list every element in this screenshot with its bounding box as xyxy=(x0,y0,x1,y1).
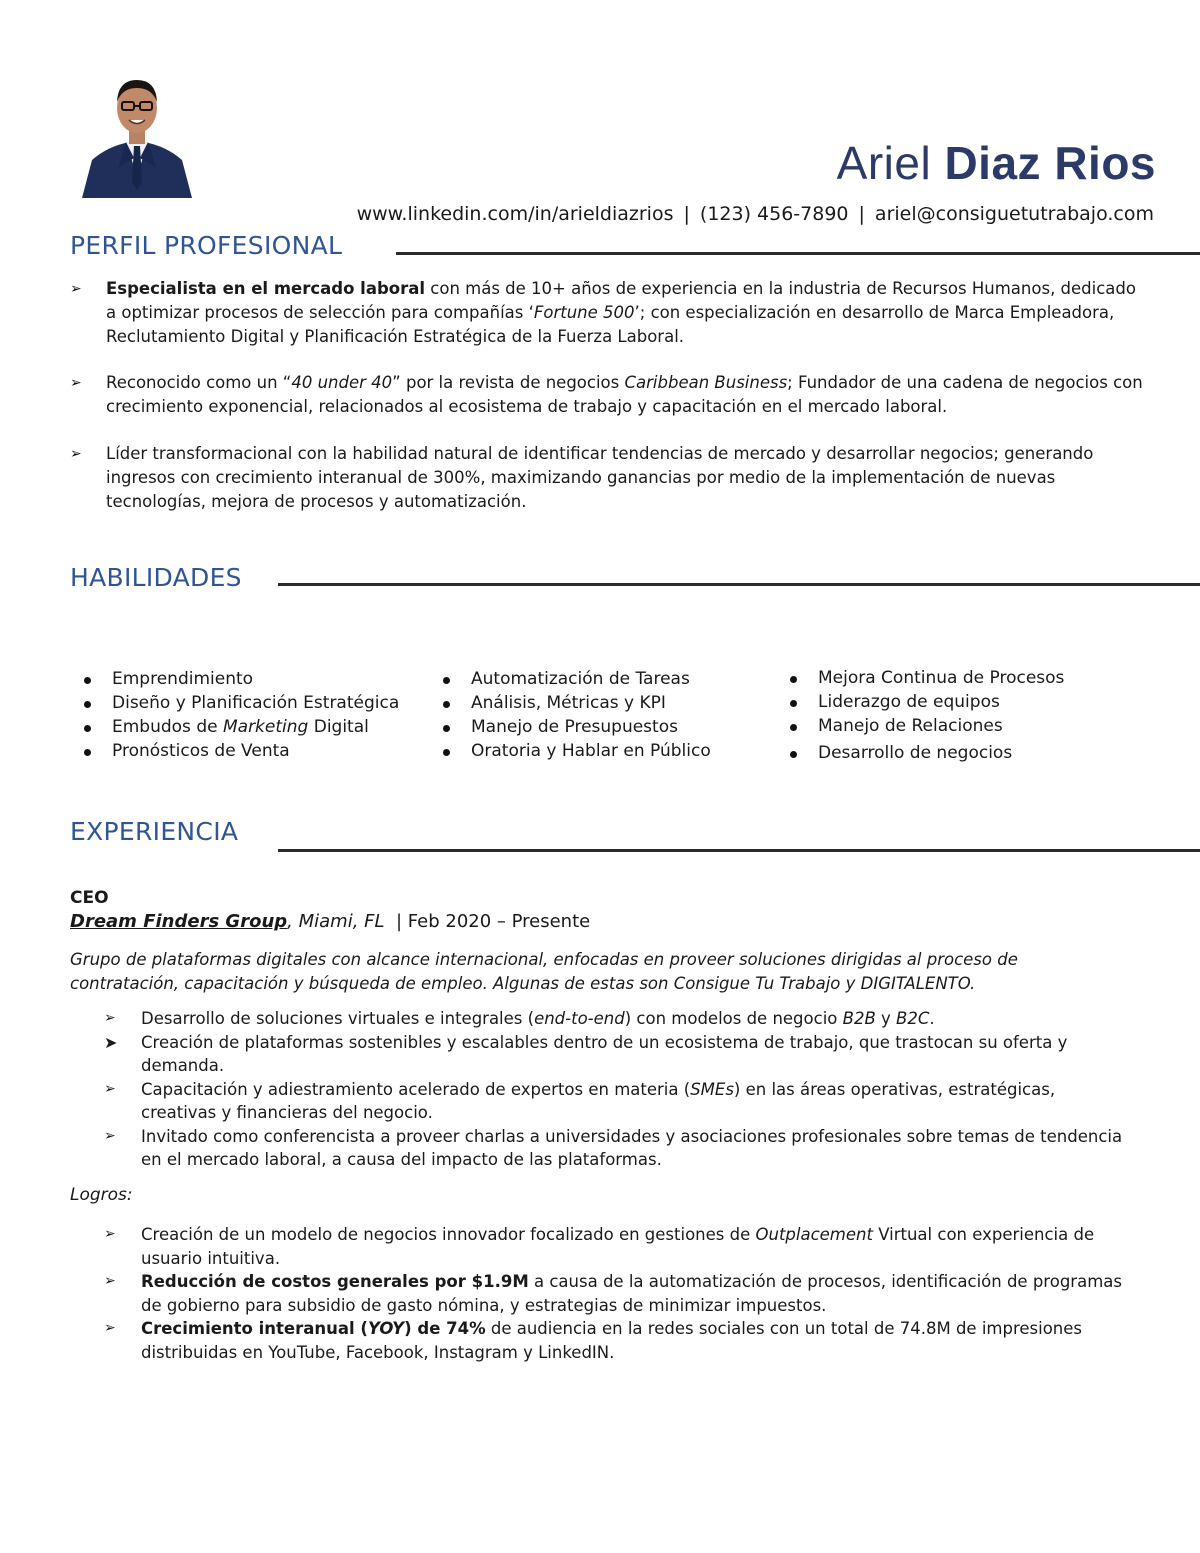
skill-label: Pronósticos de Venta xyxy=(112,741,290,761)
company-description: Grupo de plataformas digitales con alcance internacional, enfocadas en proveer soluciones dirigidas al proceso de contratación, capacitación y búsqueda de empleo. Algunas de estas son Consigue Tu Trabajo y DIGITALENTO. xyxy=(70,950,1018,993)
skill-item xyxy=(437,739,711,763)
skill-label: Manejo de Presupuestos xyxy=(471,717,678,737)
skill-item xyxy=(437,691,711,715)
candidate-name xyxy=(837,136,1156,190)
perfil-text: ’; con especialización en desarrollo de Marca Empleadora, Reclutamiento Digital y Planificación Estratégica de la Fuerza Laboral. xyxy=(106,303,1115,346)
skill-item xyxy=(437,715,711,739)
item-text: ) con modelos de negocio xyxy=(624,1009,843,1028)
item-text: Creación de plataformas sostenibles y escalables dentro de un ecosistema de trabajo, que trastocan su oferta y demanda. xyxy=(141,1032,1068,1075)
arrow-bullet-icon: ➢ xyxy=(104,1273,116,1289)
perfil-paragraph-1 xyxy=(70,277,1150,349)
skill-label: Manejo de Relaciones xyxy=(818,716,1003,736)
item-highlight: Reducción de costos generales por $1.9M xyxy=(141,1272,529,1291)
dot-bullet-icon xyxy=(84,725,91,732)
skills-column-2 xyxy=(437,667,711,763)
item-highlight: ) de 74% xyxy=(404,1319,486,1338)
arrow-bullet-icon: ➢ xyxy=(70,281,82,297)
perfil-highlight: Especialista en el mercado laboral xyxy=(106,279,426,298)
skill-item xyxy=(784,690,1064,714)
skill-item xyxy=(78,691,399,715)
item-text: Capacitación y adiestramiento acelerado de expertos en materia ( xyxy=(141,1079,691,1099)
skill-label: Mejora Continua de Procesos xyxy=(818,668,1065,688)
dot-bullet-icon xyxy=(84,701,91,708)
dot-bullet-icon xyxy=(84,749,91,756)
section-divider xyxy=(278,583,1200,586)
contact-separator: | xyxy=(858,203,865,225)
perfil-text: Líder transformacional con la habilidad natural de identificar tendencias de mercado y desarrollar negocios; generando ingresos con crecimiento interanual de 300%, maximizando ganancias por medio de la implementación de nuevas tecnologías, mejora de procesos y automatización. xyxy=(106,444,1094,511)
item-text: ) en las áreas operativas, estratégicas, creativas y financieras del negocio. xyxy=(141,1079,1056,1122)
skill-label: Liderazgo de equipos xyxy=(818,692,1000,712)
item-highlight: Crecimiento interanual ( xyxy=(141,1319,368,1338)
list-item xyxy=(104,1078,1134,1125)
list-item xyxy=(104,1007,1134,1031)
skill-item xyxy=(78,667,399,691)
item-text: Desarrollo de soluciones virtuales e integrales ( xyxy=(141,1009,535,1028)
dot-bullet-icon xyxy=(790,700,797,707)
skill-item xyxy=(784,666,1064,690)
dot-bullet-icon xyxy=(443,701,450,708)
list-item xyxy=(104,1223,1134,1270)
list-item xyxy=(104,1317,1134,1364)
skill-label: Embudos de xyxy=(112,717,223,737)
contact-separator: | xyxy=(683,203,690,225)
item-italic: Outplacement xyxy=(755,1225,873,1244)
company-location: , Miami, FL xyxy=(287,911,385,932)
dot-bullet-icon xyxy=(790,676,797,683)
item-text: y xyxy=(875,1009,897,1028)
perfil-paragraph-2 xyxy=(70,371,1150,419)
item-text: . xyxy=(929,1009,935,1028)
arrow-bullet-icon: ➢ xyxy=(70,375,82,391)
last-name: Diaz Rios xyxy=(944,137,1156,189)
dot-bullet-icon xyxy=(790,751,797,758)
item-text: de audiencia en la redes sociales con un total de 74.8M de impresiones distribuidas en YouTube, Facebook, Instagram y LinkedIN. xyxy=(141,1319,1083,1362)
arrow-bullet-icon: ➢ xyxy=(104,1320,116,1336)
skill-label: Oratoria y Hablar en Público xyxy=(471,741,711,761)
item-italic: SMEs xyxy=(690,1079,734,1099)
arrow-bullet-icon: ➢ xyxy=(104,1080,116,1097)
perfil-text: ” por la revista de negocios xyxy=(392,373,625,392)
arrow-bullet-icon: ➢ xyxy=(104,1127,116,1144)
dot-bullet-icon xyxy=(443,725,450,732)
list-item xyxy=(104,1031,1134,1078)
arrow-bullet-icon: ➢ xyxy=(70,446,82,462)
job-role: CEO xyxy=(70,888,109,908)
dot-bullet-icon xyxy=(443,749,450,756)
item-text: Virtual con experiencia de usuario intuitiva. xyxy=(141,1225,1095,1268)
section-title-experiencia: EXPERIENCIA xyxy=(70,817,239,846)
profile-photo xyxy=(78,72,196,198)
section-title-habilidades: HABILIDADES xyxy=(70,563,242,592)
skills-column-3 xyxy=(784,666,1064,765)
perfil-text: con más de 10+ años de experiencia en la industria de Recursos Humanos, dedicado a optimizar procesos de selección para compañías ‘ xyxy=(106,279,1136,322)
linkedin-link[interactable]: www.linkedin.com/in/arieldiazrios xyxy=(356,203,674,225)
company-line xyxy=(70,911,590,932)
section-title-perfil: PERFIL PROFESIONAL xyxy=(70,231,343,260)
arrow-bullet-icon: ➢ xyxy=(104,1226,116,1242)
list-item xyxy=(104,1125,1134,1172)
item-text: Creación de un modelo de negocios innovador focalizado en gestiones de xyxy=(141,1225,756,1244)
item-text: a causa de la automatización de procesos, identificación de programas de gobierno para subsidio de gasto nómina, y estrategias de minimizar impuestos. xyxy=(141,1272,1122,1315)
skill-label-italic: Marketing xyxy=(222,717,309,737)
dot-bullet-icon xyxy=(443,677,450,684)
perfil-italic: 40 under 40 xyxy=(291,373,393,392)
perfil-text: ; Fundador de una cadena de negocios con crecimiento exponencial, relacionados al ecosistema de trabajo y capacitación en el mercado laboral. xyxy=(106,373,1143,416)
list-item xyxy=(104,1270,1134,1317)
skill-item xyxy=(78,715,399,739)
responsibilities-list xyxy=(104,1007,1134,1172)
section-divider xyxy=(278,849,1200,852)
skill-label: Digital xyxy=(308,717,369,737)
arrow-bullet-icon: ➤ xyxy=(104,1032,118,1052)
skill-label: Diseño y Planificación Estratégica xyxy=(112,693,400,713)
section-divider xyxy=(396,252,1200,255)
item-italic: B2B xyxy=(842,1009,876,1028)
dot-bullet-icon xyxy=(84,677,91,684)
email-link[interactable]: ariel@consiguetutrabajo.com xyxy=(874,203,1154,225)
arrow-bullet-icon: ➢ xyxy=(104,1010,116,1026)
perfil-text: Reconocido como un “ xyxy=(106,373,292,392)
perfil-italic: Caribbean Business xyxy=(624,373,788,392)
skill-item xyxy=(78,739,399,763)
achievements-label: Logros: xyxy=(70,1185,133,1205)
skill-item xyxy=(784,714,1064,738)
perfil-italic: Fortune 500 xyxy=(533,303,635,322)
job-dates: | Feb 2020 – Presente xyxy=(395,911,591,932)
item-text: Invitado como conferencista a proveer charlas a universidades y asociaciones profesionales sobre temas de tendencia en el mercado laboral, a causa del impacto de las plataformas. xyxy=(141,1126,1123,1169)
company-name: Dream Finders Group xyxy=(70,911,288,932)
skill-label: Desarrollo de negocios xyxy=(818,743,1013,763)
perfil-paragraph-3 xyxy=(70,442,1150,514)
skill-item xyxy=(437,667,711,691)
skill-label: Automatización de Tareas xyxy=(471,669,690,689)
skill-item xyxy=(784,741,1064,765)
dot-bullet-icon xyxy=(790,724,797,731)
item-italic: end-to-end xyxy=(534,1009,625,1028)
skill-label: Emprendimiento xyxy=(112,669,254,689)
item-italic: B2C xyxy=(896,1009,930,1028)
phone-number: (123) 456-7890 xyxy=(699,203,849,225)
skills-column-1 xyxy=(78,667,399,763)
skill-label: Análisis, Métricas y KPI xyxy=(471,693,666,713)
contact-line xyxy=(357,203,1154,225)
first-name: Ariel xyxy=(836,137,932,189)
item-highlight-italic: YOY xyxy=(367,1319,405,1338)
achievements-list xyxy=(104,1223,1134,1364)
